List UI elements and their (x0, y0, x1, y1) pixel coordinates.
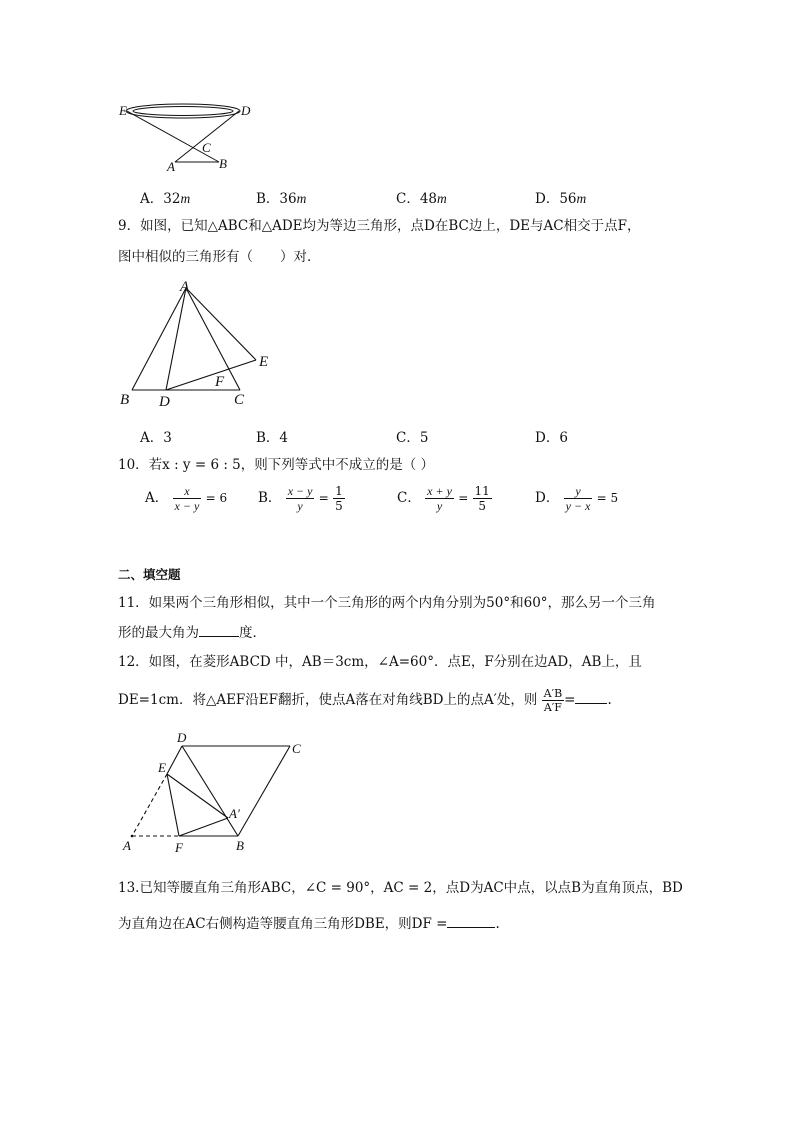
q13-stem-line2: 为直角边在AC右侧构造等腰直角三角形DBE，则DF = . (118, 913, 500, 934)
q12-fraction: $\frac{A'B}{A'F}$ (543, 687, 563, 714)
section-title: 二、填空题 (118, 567, 181, 582)
q8-option-b: B．36m (256, 191, 307, 207)
q8-figure (115, 95, 265, 175)
q9-label-e: E (259, 354, 269, 370)
q11-stem-line1: 11．如果两个三角形相似，其中一个三角形的两个内角分别为50°和60°，那么另一个三角 (118, 595, 656, 611)
q12-label-c: C (292, 741, 301, 756)
q10-option-a: A． $\frac{x}{x - y}$ = 6 (145, 484, 228, 513)
q12-answer-blank[interactable] (575, 689, 607, 704)
q8-option-d: D．56m (535, 191, 587, 207)
q12-label-f: F (175, 840, 183, 855)
q12-label-d: D (177, 730, 187, 745)
q9-label-d: D (159, 394, 170, 408)
q12-label-b: B (236, 838, 244, 853)
q11-stem-line2: 形的最大角为 度． (118, 622, 266, 643)
q9-option-d: D．6 (535, 430, 568, 446)
q9-option-a: A．3 (140, 430, 172, 446)
q12-stem-line2: DE=1cm．将△AEF沿EF翻折，使点A落在对角线BD上的点A′处，则 $\frac{A'B}{A'F}$ = . (118, 687, 612, 714)
q9-option-c: C．5 (396, 430, 429, 446)
q8-ellipse-inner (133, 107, 233, 116)
q9-option-b: B．4 (256, 430, 289, 446)
q13-answer-blank[interactable] (447, 913, 495, 928)
q12-stem-line1: 12．如图，在菱形ABCD 中，AB＝3cm，∠A=60°．点E，F分别在边AD，AB上，且 (118, 654, 642, 670)
q10-option-b: B． $\frac{x - y}{y}$ = $\frac{1}{5}$ (258, 484, 343, 513)
q8-label-d: D (241, 103, 251, 118)
q9-figure (112, 278, 282, 408)
q9-label-a: A (180, 279, 190, 295)
q8-label-a: A (167, 159, 175, 174)
q9-stem-line2: 图中相似的三角形有（ ）对． (118, 249, 321, 265)
q8-label-b: B (219, 156, 227, 171)
q10-stem: 10．若x : y = 6 : 5，则下列等式中不成立的是（ ） (118, 457, 435, 473)
q12-figure (118, 728, 318, 858)
q8-label-c: C (202, 140, 211, 155)
q8-label-e: E (119, 103, 127, 118)
q12-label-e: E (158, 760, 166, 775)
q12-label-a: A (123, 838, 131, 853)
q9-label-f: F (215, 374, 225, 390)
q9-label-c: C (234, 392, 245, 408)
q9-label-b: B (120, 392, 130, 408)
q11-answer-blank[interactable] (199, 622, 239, 637)
q9-stem-line1: 9．如图，已知△ABC和△ADE均为等边三角形，点D在BC边上，DE与AC相交于点F， (118, 218, 641, 234)
q13-stem-line1: 13.已知等腰直角三角形ABC，∠C = 90°，AC = 2，点D为AC中点，以点B为直角顶点，BD (118, 880, 683, 896)
q10-option-c: C． $\frac{x + y}{y}$ = $\frac{11}{5}$ (397, 484, 490, 513)
q12-label-a-prime: A′ (229, 806, 240, 821)
q10-option-d: D． $\frac{y}{y - x}$ = 5 (535, 484, 619, 513)
q8-option-c: C．48m (396, 191, 447, 207)
q8-option-a: A．32m (140, 191, 191, 207)
